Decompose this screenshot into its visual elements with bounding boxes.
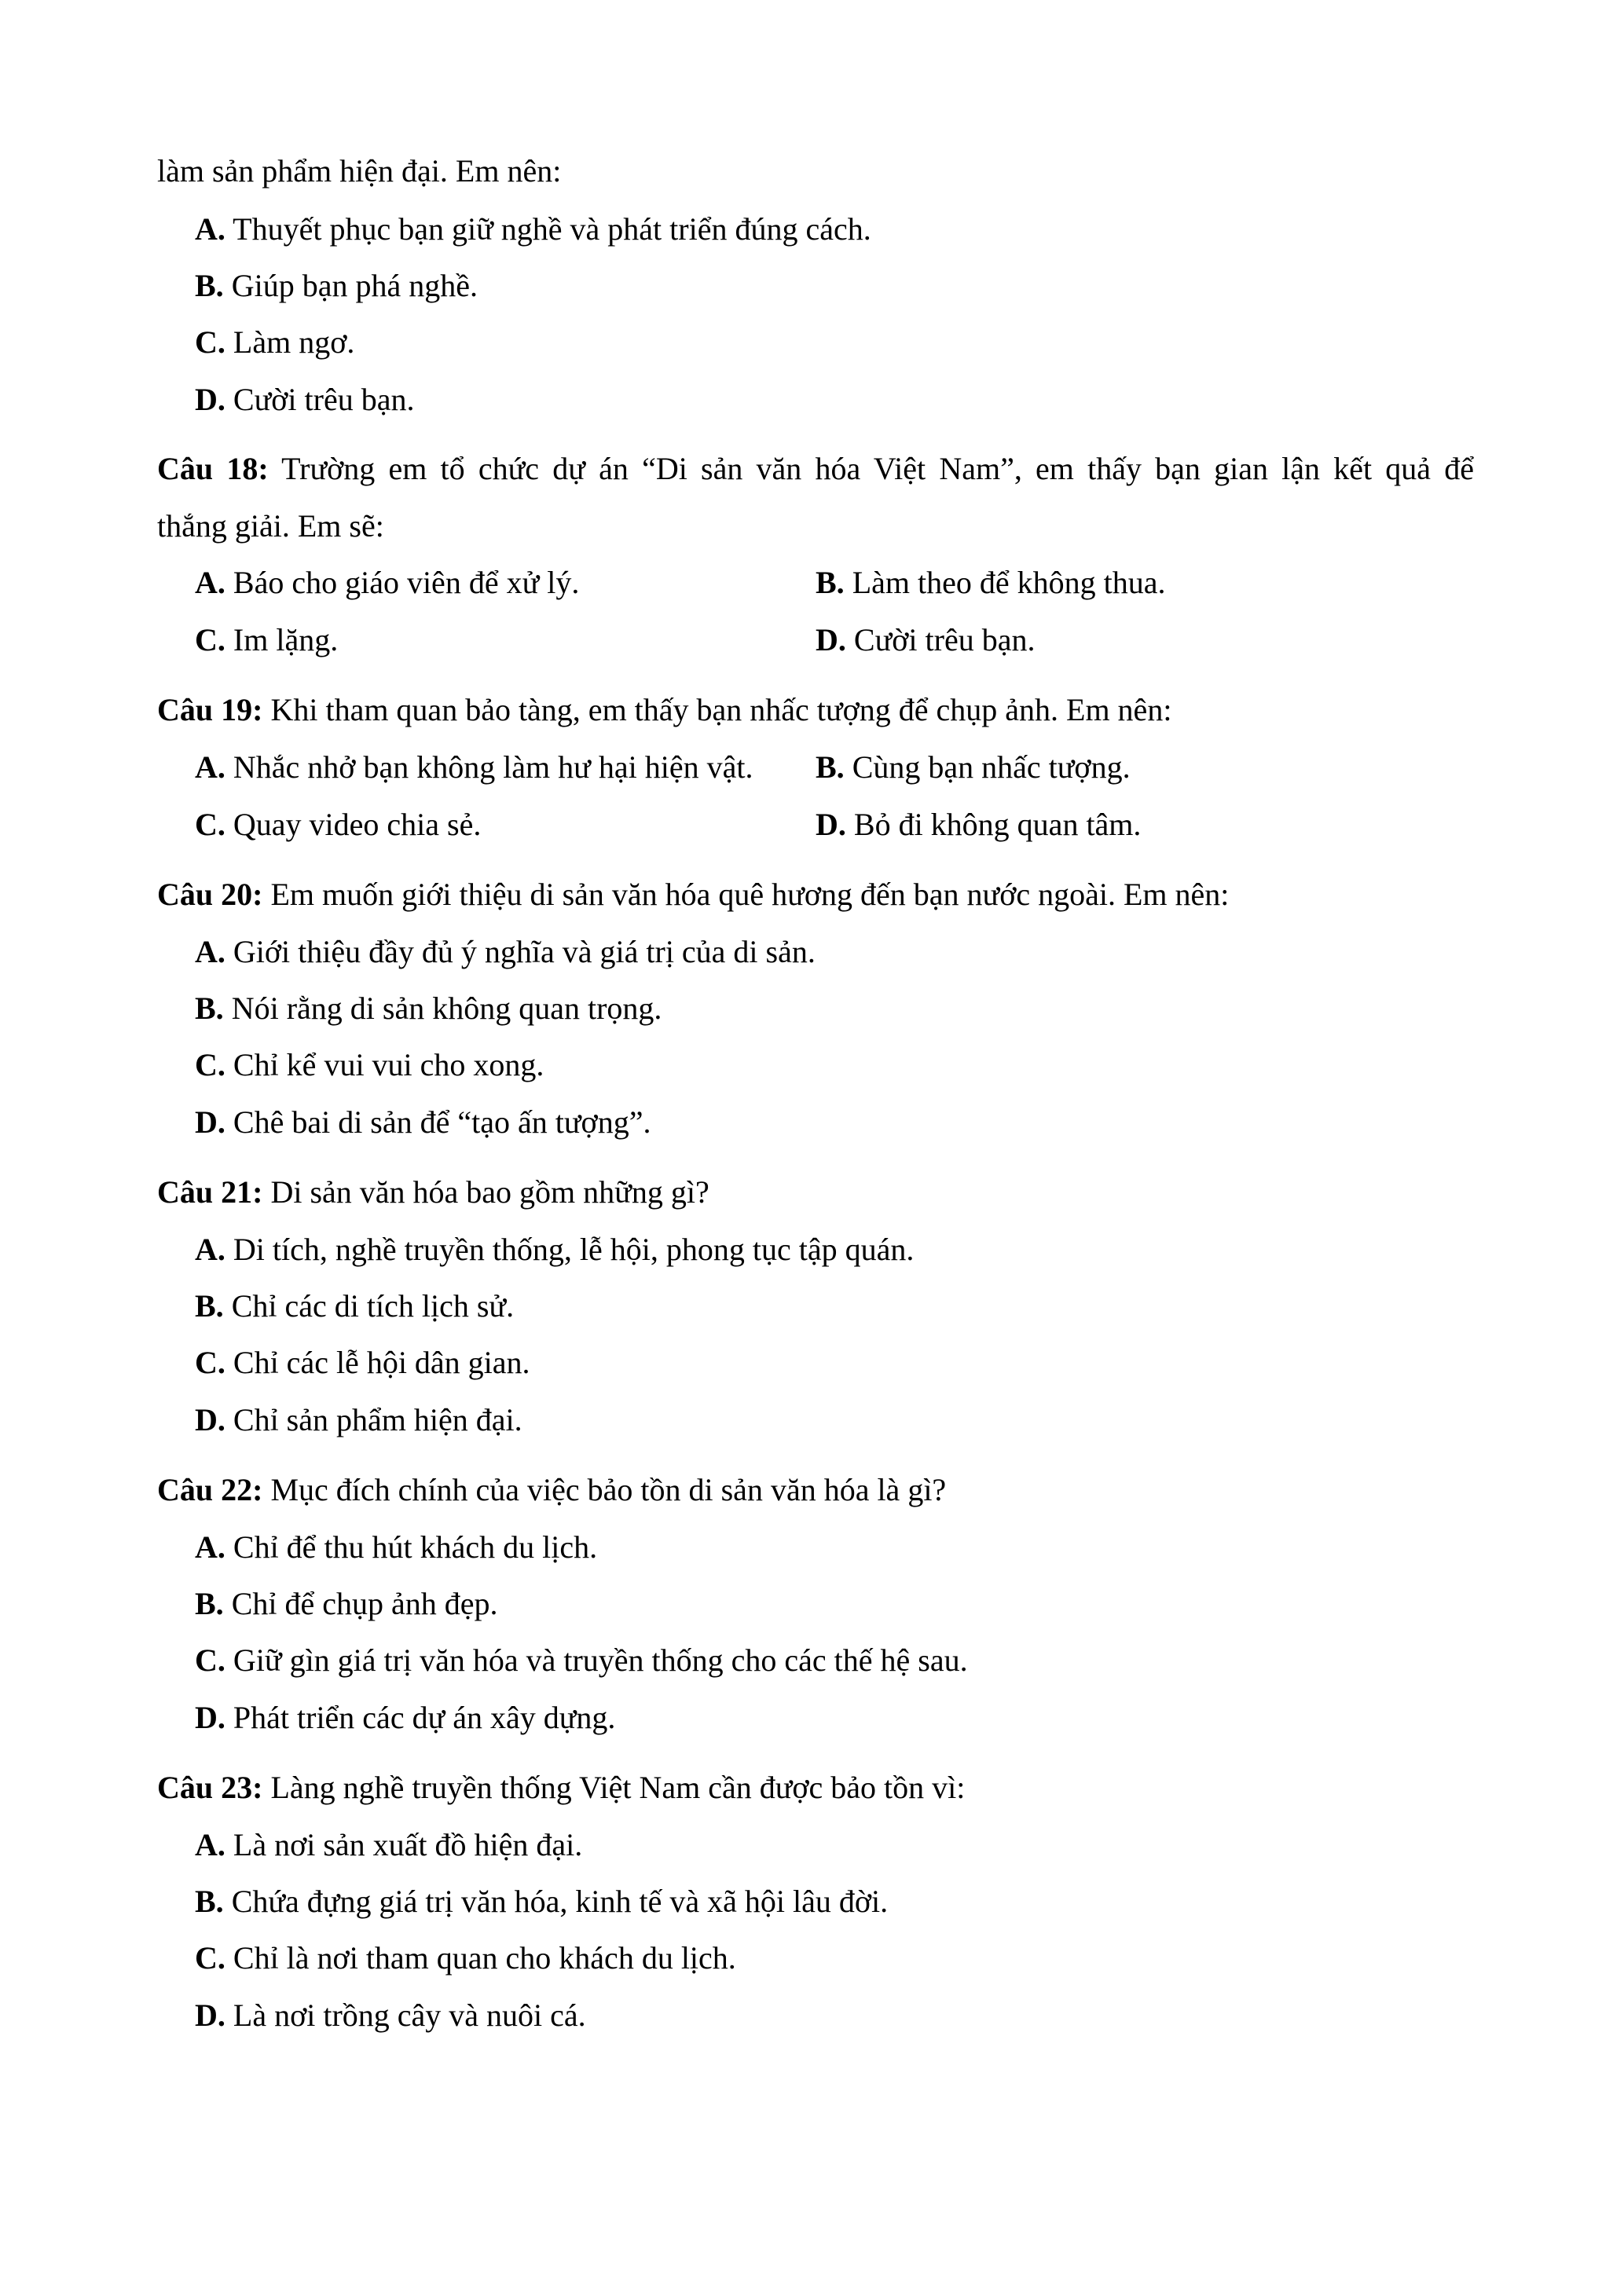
option-label: A. (195, 1827, 225, 1862)
question-18-option-c (195, 621, 338, 659)
question-text: Khi tham quan bảo tàng, em thấy bạn nhấc tượng để chụp ảnh. Em nên: (262, 692, 1172, 727)
question-19-option-d (816, 806, 1141, 844)
question-23-option-d (195, 1997, 586, 2034)
intro-option-b (195, 267, 478, 305)
question-21-option-b (195, 1287, 514, 1325)
option-label: D. (816, 807, 846, 842)
question-text: Di sản văn hóa bao gồm những gì? (262, 1174, 709, 1210)
question-text: thắng giải. Em sẽ: (157, 508, 384, 544)
question-18-option-d (816, 621, 1035, 659)
option-label: C. (195, 622, 225, 657)
option-label: A. (195, 1232, 225, 1267)
option-label: D. (195, 1998, 225, 2033)
question-21-option-c (195, 1344, 530, 1382)
option-label: C. (195, 1940, 225, 1976)
option-label: D. (195, 1402, 225, 1437)
option-label: B. (195, 1586, 224, 1621)
option-label: D. (816, 622, 846, 657)
question-20-option-a (195, 933, 816, 971)
question-19-option-c (195, 806, 481, 844)
option-text: Báo cho giáo viên để xử lý. (225, 565, 580, 600)
question-text: Em muốn giới thiệu di sản văn hóa quê hương đến bạn nước ngoài. Em nên: (262, 877, 1230, 912)
question-label: Câu 18: (157, 451, 269, 486)
question-23-option-c (195, 1939, 736, 1977)
option-label: B. (195, 268, 224, 303)
option-label: C. (195, 1047, 225, 1082)
question-19-text (157, 691, 1171, 729)
option-text: Chỉ để thu hút khách du lịch. (225, 1529, 598, 1565)
option-text: Là nơi trồng cây và nuôi cá. (225, 1998, 586, 2033)
option-text: Chứa đựng giá trị văn hóa, kinh tế và xã hội lâu đời. (223, 1884, 889, 1919)
option-text: Chê bai di sản để “tạo ấn tượng”. (225, 1104, 651, 1140)
question-label: Câu 19: (157, 692, 263, 727)
question-18-option-a (195, 564, 579, 602)
option-text: Cười trêu bạn. (845, 622, 1036, 657)
question-label: Câu 21: (157, 1174, 263, 1210)
option-label: B. (195, 1288, 224, 1324)
question-label: Câu 22: (157, 1472, 263, 1507)
option-text: Chỉ để chụp ảnh đẹp. (223, 1586, 498, 1621)
option-text: Chỉ sản phẩm hiện đại. (225, 1402, 522, 1437)
option-label: D. (195, 1700, 225, 1735)
option-text: Làm theo để không thua. (844, 565, 1166, 600)
question-22-option-a (195, 1529, 597, 1566)
question-text: Mục đích chính của việc bảo tồn di sản văn hóa là gì? (262, 1472, 947, 1507)
option-text: Giới thiệu đầy đủ ý nghĩa và giá trị của di sản. (225, 934, 816, 969)
option-label: B. (816, 749, 845, 785)
option-label: D. (195, 382, 225, 417)
question-19-option-b (816, 749, 1131, 786)
question-22-text (157, 1471, 946, 1509)
option-label: C. (195, 324, 225, 360)
question-21-option-d (195, 1401, 522, 1439)
option-text: Cười trêu bạn. (225, 382, 415, 417)
intro-option-a (195, 211, 871, 248)
option-label: D. (195, 1104, 225, 1140)
option-label: B. (195, 991, 224, 1026)
question-22-option-c (195, 1642, 968, 1679)
option-text: Chỉ là nơi tham quan cho khách du lịch. (225, 1940, 736, 1976)
option-label: A. (195, 211, 225, 247)
question-20-option-d (195, 1104, 651, 1141)
option-text: Im lặng. (225, 622, 339, 657)
option-text: Giữ gìn giá trị văn hóa và truyền thống cho các thế hệ sau. (225, 1642, 968, 1678)
option-label: A. (195, 934, 225, 969)
question-label: Câu 23: (157, 1770, 263, 1805)
question-21-option-a (195, 1231, 914, 1269)
option-text: Giúp bạn phá nghề. (223, 268, 478, 303)
option-text: Quay video chia sẻ. (225, 807, 482, 842)
option-label: A. (195, 1529, 225, 1565)
question-23-option-a (195, 1826, 582, 1864)
option-text: Bỏ đi không quan tâm. (845, 807, 1142, 842)
question-18-text-continued (157, 507, 384, 545)
option-text: Thuyết phục bạn giữ nghề và phát triển đúng cách. (225, 211, 871, 247)
option-text: Làm ngơ. (225, 324, 355, 360)
intro-option-c (195, 324, 354, 361)
question-22-option-d (195, 1699, 615, 1737)
option-label: A. (195, 749, 225, 785)
option-text: Nhắc nhở bạn không làm hư hại hiện vật. (225, 749, 753, 785)
question-19-option-a (195, 749, 753, 786)
intro-option-d (195, 381, 414, 419)
option-text: Là nơi sản xuất đồ hiện đại. (225, 1827, 583, 1862)
intro-line-text: làm sản phẩm hiện đại. Em nên: (157, 153, 562, 189)
question-label: Câu 20: (157, 877, 263, 912)
question-20-option-b (195, 990, 662, 1027)
question-text: Trường em tổ chức dự án “Di sản văn hóa Việt Nam”, em thấy bạn gian lận kết quả để (268, 451, 1474, 486)
question-18-text (157, 450, 1474, 488)
option-text: Chỉ các lễ hội dân gian. (225, 1345, 530, 1380)
question-20-option-c (195, 1046, 544, 1084)
question-18-option-b (816, 564, 1165, 602)
option-label: C. (195, 1345, 225, 1380)
question-23-option-b (195, 1883, 888, 1921)
option-label: C. (195, 807, 225, 842)
option-label: B. (195, 1884, 224, 1919)
question-text: Làng nghề truyền thống Việt Nam cần được bảo tồn vì: (262, 1770, 966, 1805)
option-label: C. (195, 1642, 225, 1678)
option-text: Nói rằng di sản không quan trọng. (223, 991, 662, 1026)
option-label: A. (195, 565, 225, 600)
option-text: Chỉ các di tích lịch sử. (223, 1288, 515, 1324)
option-text: Chỉ kể vui vui cho xong. (225, 1047, 544, 1082)
option-text: Phát triển các dự án xây dựng. (225, 1700, 616, 1735)
option-text: Cùng bạn nhấc tượng. (844, 749, 1131, 785)
option-text: Di tích, nghề truyền thống, lễ hội, phong tục tập quán. (225, 1232, 915, 1267)
question-20-text (157, 876, 1229, 914)
question-23-text (157, 1769, 965, 1807)
question-21-text (157, 1174, 709, 1211)
question-22-option-b (195, 1585, 498, 1623)
option-label: B. (816, 565, 845, 600)
intro-line (157, 152, 561, 190)
